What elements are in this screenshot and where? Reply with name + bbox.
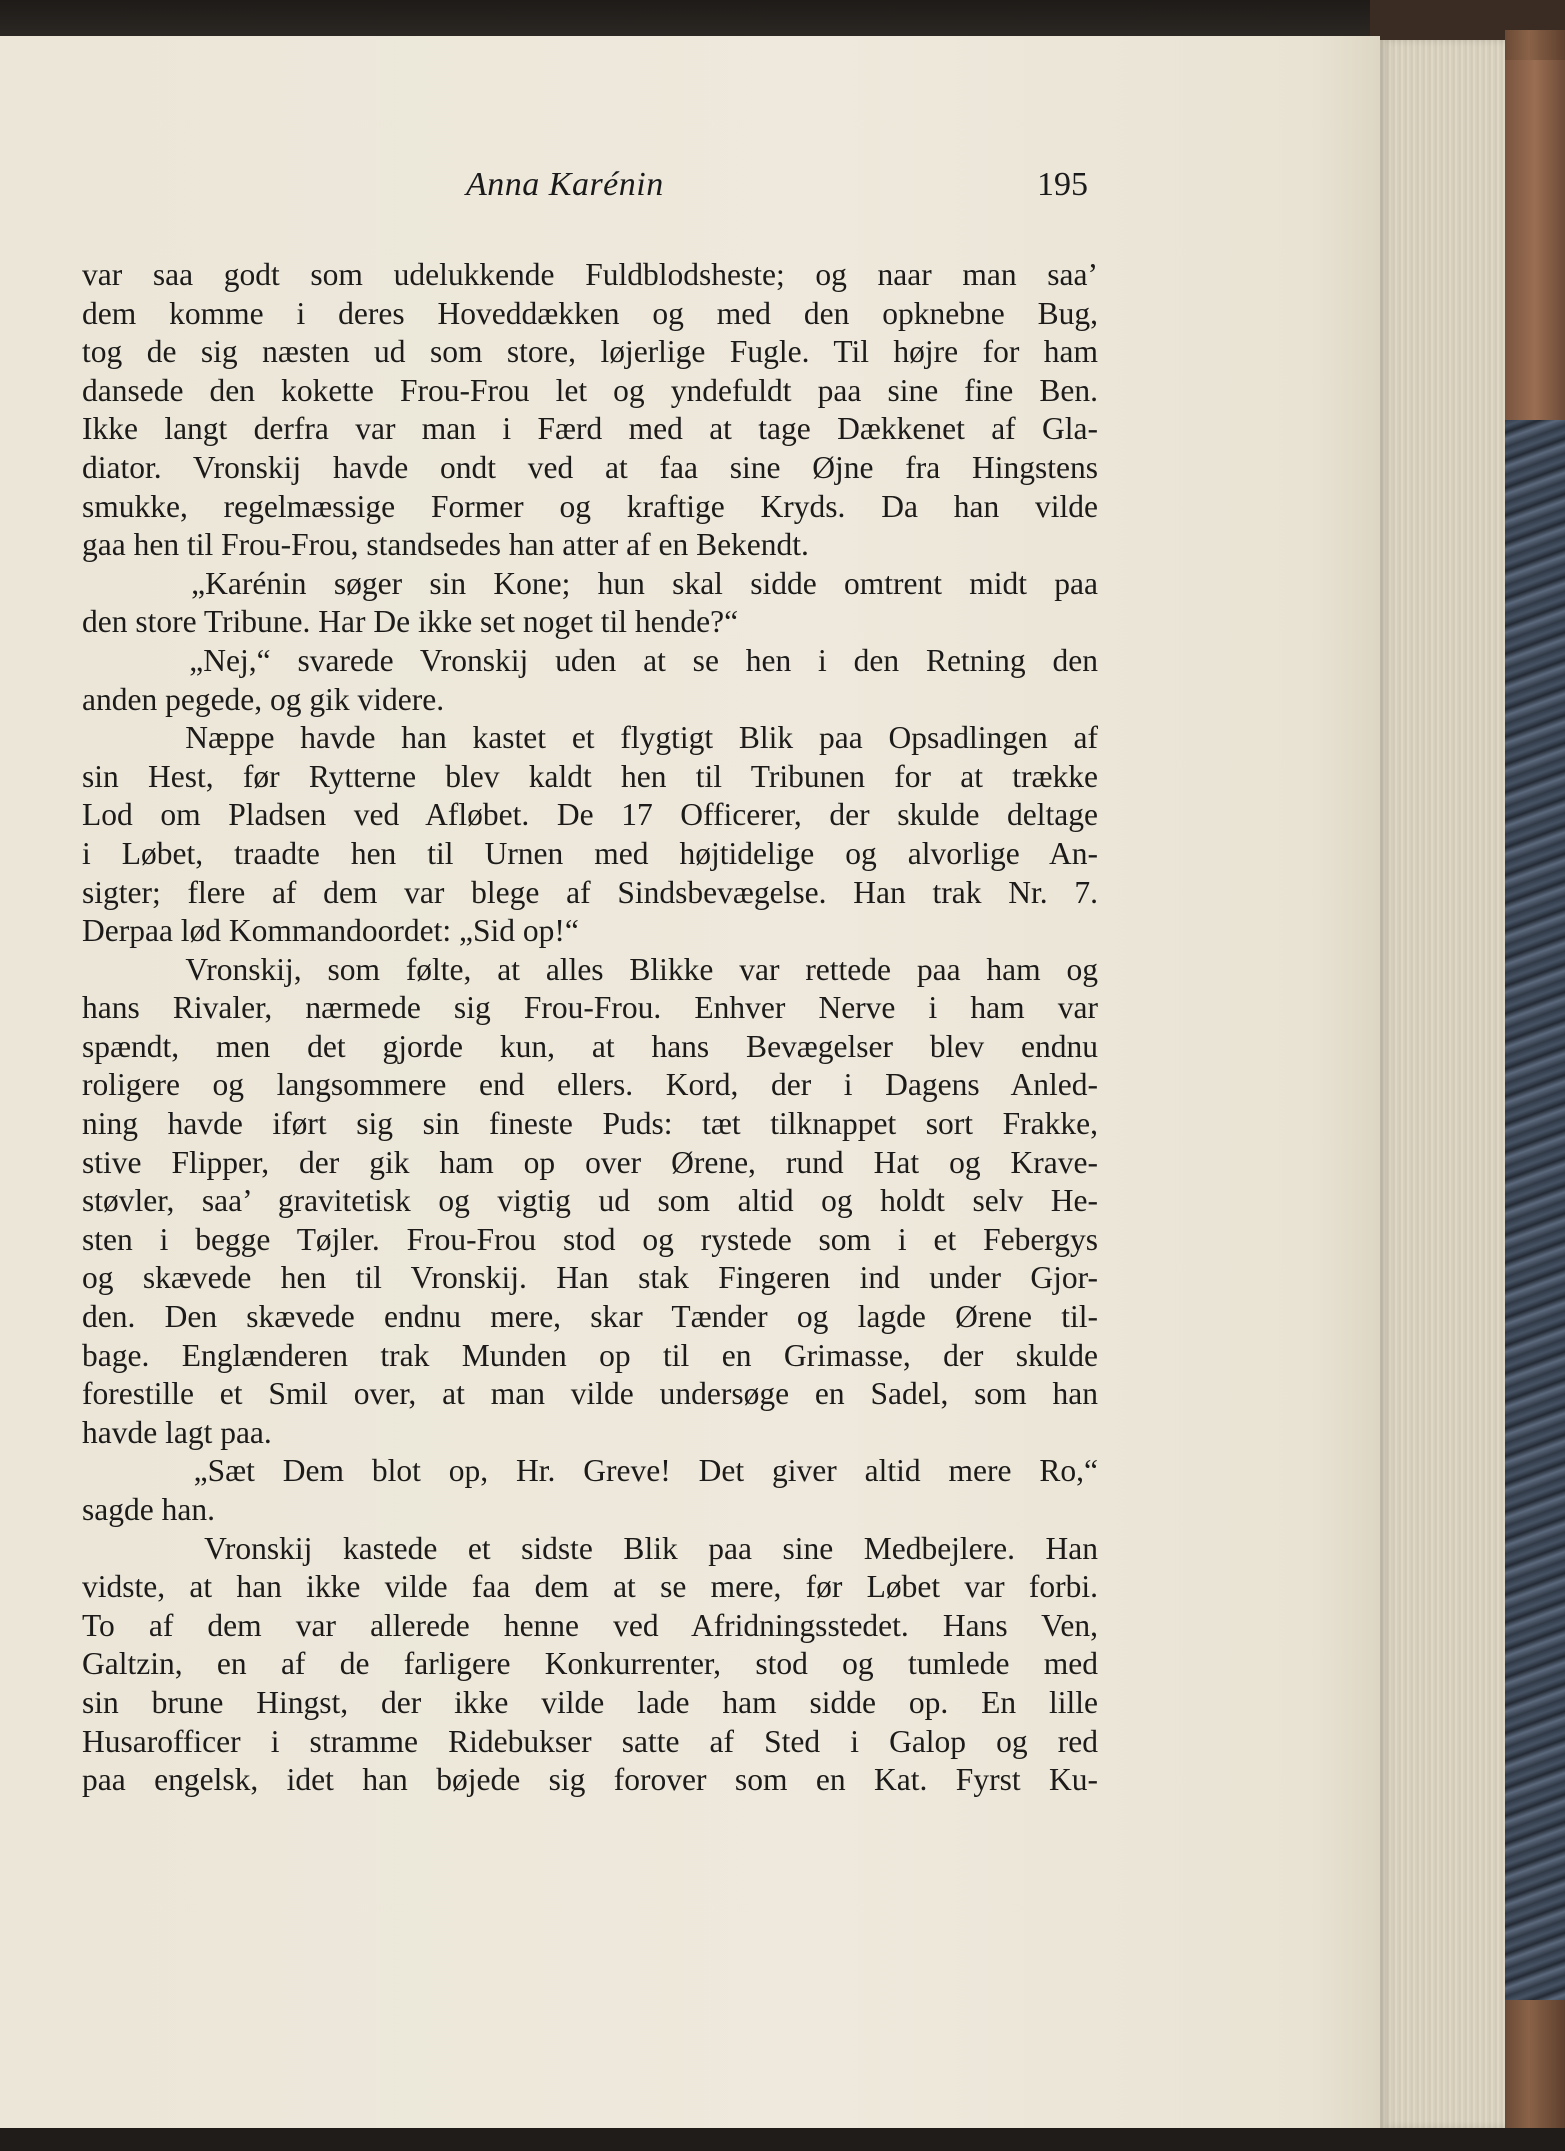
page-number: 195 xyxy=(1037,166,1088,203)
text-line: havde lagt paa. xyxy=(82,1414,272,1450)
text-line: den. Den skævede endnu mere, skar Tænder og lagde Ørene til- xyxy=(82,1299,1098,1335)
text-line: Derpaa lød Kommandoordet: „Sid op!“ xyxy=(82,913,579,949)
text-line: og skævede hen til Vronskij. Han stak Fingeren ind under Gjor- xyxy=(82,1260,1098,1296)
page-edges xyxy=(1380,40,1505,2128)
text-line: bage. Englænderen trak Munden op til en Grimasse, der skulde xyxy=(82,1337,1098,1373)
text-line: sten i begge Tøjler. Frou-Frou stod og rystede som i et Febergys xyxy=(82,1221,1098,1257)
text-line: „Nej,“ svarede Vronskij uden at se hen i den Retning den xyxy=(82,642,1098,678)
text-line: den store Tribune. Har De ikke set noget til hende?“ xyxy=(82,604,739,640)
text-line: Galtzin, en af de farligere Konkurrenter, stod og tumlede med xyxy=(82,1646,1098,1682)
text-line: „Karénin søger sin Kone; hun skal sidde omtrent midt paa xyxy=(82,565,1098,601)
text-line: sagde han. xyxy=(82,1492,215,1527)
text-line: roligere og langsommere end ellers. Kord, der i Dagens Anled- xyxy=(82,1067,1098,1103)
text-line: vidste, at han ikke vilde faa dem at se mere, før Løbet var forbi. xyxy=(82,1569,1098,1605)
text-line: var saa godt som udelukkende Fuldblodsheste; og naar man saa’ xyxy=(82,257,1098,292)
text-line: sin brune Hingst, der ikke vilde lade ham sidde op. En lille xyxy=(82,1684,1098,1720)
text-line: To af dem var allerede henne ved Afridningsstedet. Hans Ven, xyxy=(82,1607,1098,1643)
text-line: Vronskij, som følte, at alles Blikke var rettede paa ham og xyxy=(82,951,1098,987)
text-line: støvler, saa’ gravitetisk og vigtig ud som altid og holdt selv He- xyxy=(82,1183,1098,1219)
text-line: gaa hen til Frou-Frou, standsedes han atter af en Bekendt. xyxy=(82,527,809,563)
running-head-title: Anna Karénin xyxy=(466,166,664,203)
scan-top-border xyxy=(0,0,1565,36)
scan-bottom-border xyxy=(0,2128,1565,2151)
text-line: Næppe havde han kastet et flygtigt Blik paa Opsadlingen af xyxy=(82,720,1098,756)
text-line: sigter; flere af dem var blege af Sindsbevægelse. Han trak Nr. 7. xyxy=(82,874,1098,910)
text-line: dansede den kokette Frou-Frou let og yndefuldt paa sine fine Ben. xyxy=(82,372,1098,408)
text-line: smukke, regelmæssige Former og kraftige Kryds. Da han vilde xyxy=(82,488,1098,524)
running-head xyxy=(0,166,1100,210)
text-line: stive Flipper, der gik ham op over Ørene, rund Hat og Krave- xyxy=(82,1144,1098,1180)
text-line: anden pegede, og gik videre. xyxy=(82,681,445,717)
text-line: sin Hest, før Rytterne blev kaldt hen til Tribunen for at trække xyxy=(82,758,1098,794)
text-line: hans Rivaler, nærmede sig Frou-Frou. Enhver Nerve i ham var xyxy=(82,990,1098,1026)
text-line: forestille et Smil over, at man vilde undersøge en Sadel, som han xyxy=(82,1376,1098,1412)
cover-leather xyxy=(1505,60,1565,420)
text-line: paa engelsk, idet han bøjede sig forover som en Kat. Fyrst Ku- xyxy=(82,1762,1098,1798)
text-line: Ikke langt derfra var man i Færd med at tage Dækkenet af Gla- xyxy=(82,411,1098,447)
text-line: „Sæt Dem blot op, Hr. Greve! Det giver altid mere Ro,“ xyxy=(82,1453,1098,1489)
text-line: diator. Vronskij havde ondt ved at faa sine Øjne fra Hingstens xyxy=(82,449,1098,485)
text-line: Lod om Pladsen ved Afløbet. De 17 Officerer, der skulde deltage xyxy=(82,797,1098,833)
text-line: i Løbet, traadte hen til Urnen med højtidelige og alvorlige An- xyxy=(82,835,1098,871)
text-line: ning havde iført sig sin fineste Puds: tæt tilknappet sort Frakke, xyxy=(82,1106,1098,1142)
text-line: spændt, men det gjorde kun, at hans Bevægelser blev endnu xyxy=(82,1028,1098,1064)
text-line: tog de sig næsten ud som store, løjerlige Fugle. Til højre for ham xyxy=(82,334,1098,370)
text-line: Husarofficer i stramme Ridebukser satte af Sted i Galop og red xyxy=(82,1723,1098,1759)
body-text xyxy=(82,256,1098,1800)
text-line: Vronskij kastede et sidste Blik paa sine Medbejlere. Han xyxy=(82,1530,1098,1566)
text-line: dem komme i deres Hoveddækken og med den opknebne Bug, xyxy=(82,295,1098,331)
marbled-endpaper xyxy=(1505,420,1565,2000)
